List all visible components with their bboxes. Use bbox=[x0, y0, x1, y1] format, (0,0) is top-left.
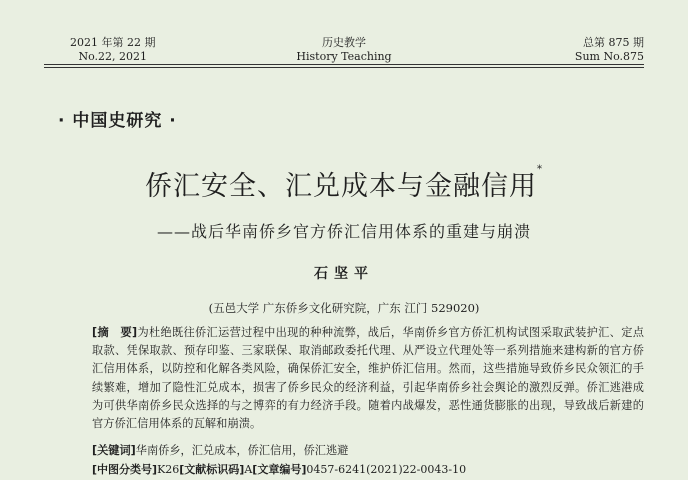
total-issue bbox=[575, 36, 644, 64]
doc-code-label: [文献标识码] bbox=[179, 463, 245, 476]
article-title bbox=[0, 164, 688, 203]
total-issue-cn: 总第 875 期 bbox=[583, 36, 644, 49]
keywords-text: 华南侨乡，汇兑成本，侨汇信用，侨汇逃避 bbox=[135, 444, 349, 457]
column-heading: · 中国史研究 · bbox=[58, 111, 177, 131]
total-issue-en: Sum No.875 bbox=[574, 50, 644, 63]
journal-name-cn: 历史教学 bbox=[322, 36, 366, 49]
classification-line bbox=[92, 462, 652, 478]
header-rule-top bbox=[44, 64, 644, 65]
abstract bbox=[92, 324, 644, 433]
keywords-label: [关键词] bbox=[92, 444, 136, 457]
abstract-text: 为杜绝既往侨汇运营过程中出现的种种流弊，战后，华南侨乡官方侨汇机构试图采取武装护汇、定点取款、凭保取款、预存印鉴、三家联保、取消邮政委托代理、从严设立代理处等一系列措施来建构新的官方侨汇信用体系，以防控和化解各类风险，确保侨汇安全，维护侨汇信用。然而，这些措施导致侨乡民众领汇的手续繁难，增加了隐性汇兑成本，损害了侨乡民众的经济利益，引起华南侨乡社会舆论的激烈反弹。侨汇逃港成为可供华南侨乡民众选择的与之博弈的有力经济手段。随着内战爆发，恶性通货膨胀的出现，导致战后新建的官方侨汇信用体系的瓦解和崩溃。 bbox=[92, 326, 644, 431]
journal-name-en: History Teaching bbox=[296, 50, 392, 63]
author-name: 石坚平 bbox=[314, 266, 374, 282]
article-no-value: 0457-6241(2021)22-0043-10 bbox=[306, 463, 467, 476]
keywords bbox=[92, 443, 644, 459]
clc-label: [中图分类号] bbox=[92, 463, 158, 476]
article-title-text: 侨汇安全、汇兑成本与金融信用 bbox=[145, 171, 537, 202]
doc-code-value: A bbox=[244, 463, 253, 476]
issue-number-cn: 2021 年第 22 期 bbox=[70, 36, 156, 49]
article-subtitle: ——战后华南侨乡官方侨汇信用体系的重建与崩溃 bbox=[156, 222, 531, 241]
issue-number-en: No.22, 2021 bbox=[78, 50, 148, 63]
author-affiliation: (五邑大学 广东侨乡文化研究院，广东 江门 529020) bbox=[208, 301, 480, 315]
title-footnote-mark: * bbox=[537, 164, 543, 175]
header-rule-bottom bbox=[44, 67, 644, 68]
article-no-label: [文章编号] bbox=[252, 463, 307, 476]
abstract-label: [摘 要] bbox=[92, 326, 138, 339]
clc-value: K26 bbox=[157, 463, 180, 476]
